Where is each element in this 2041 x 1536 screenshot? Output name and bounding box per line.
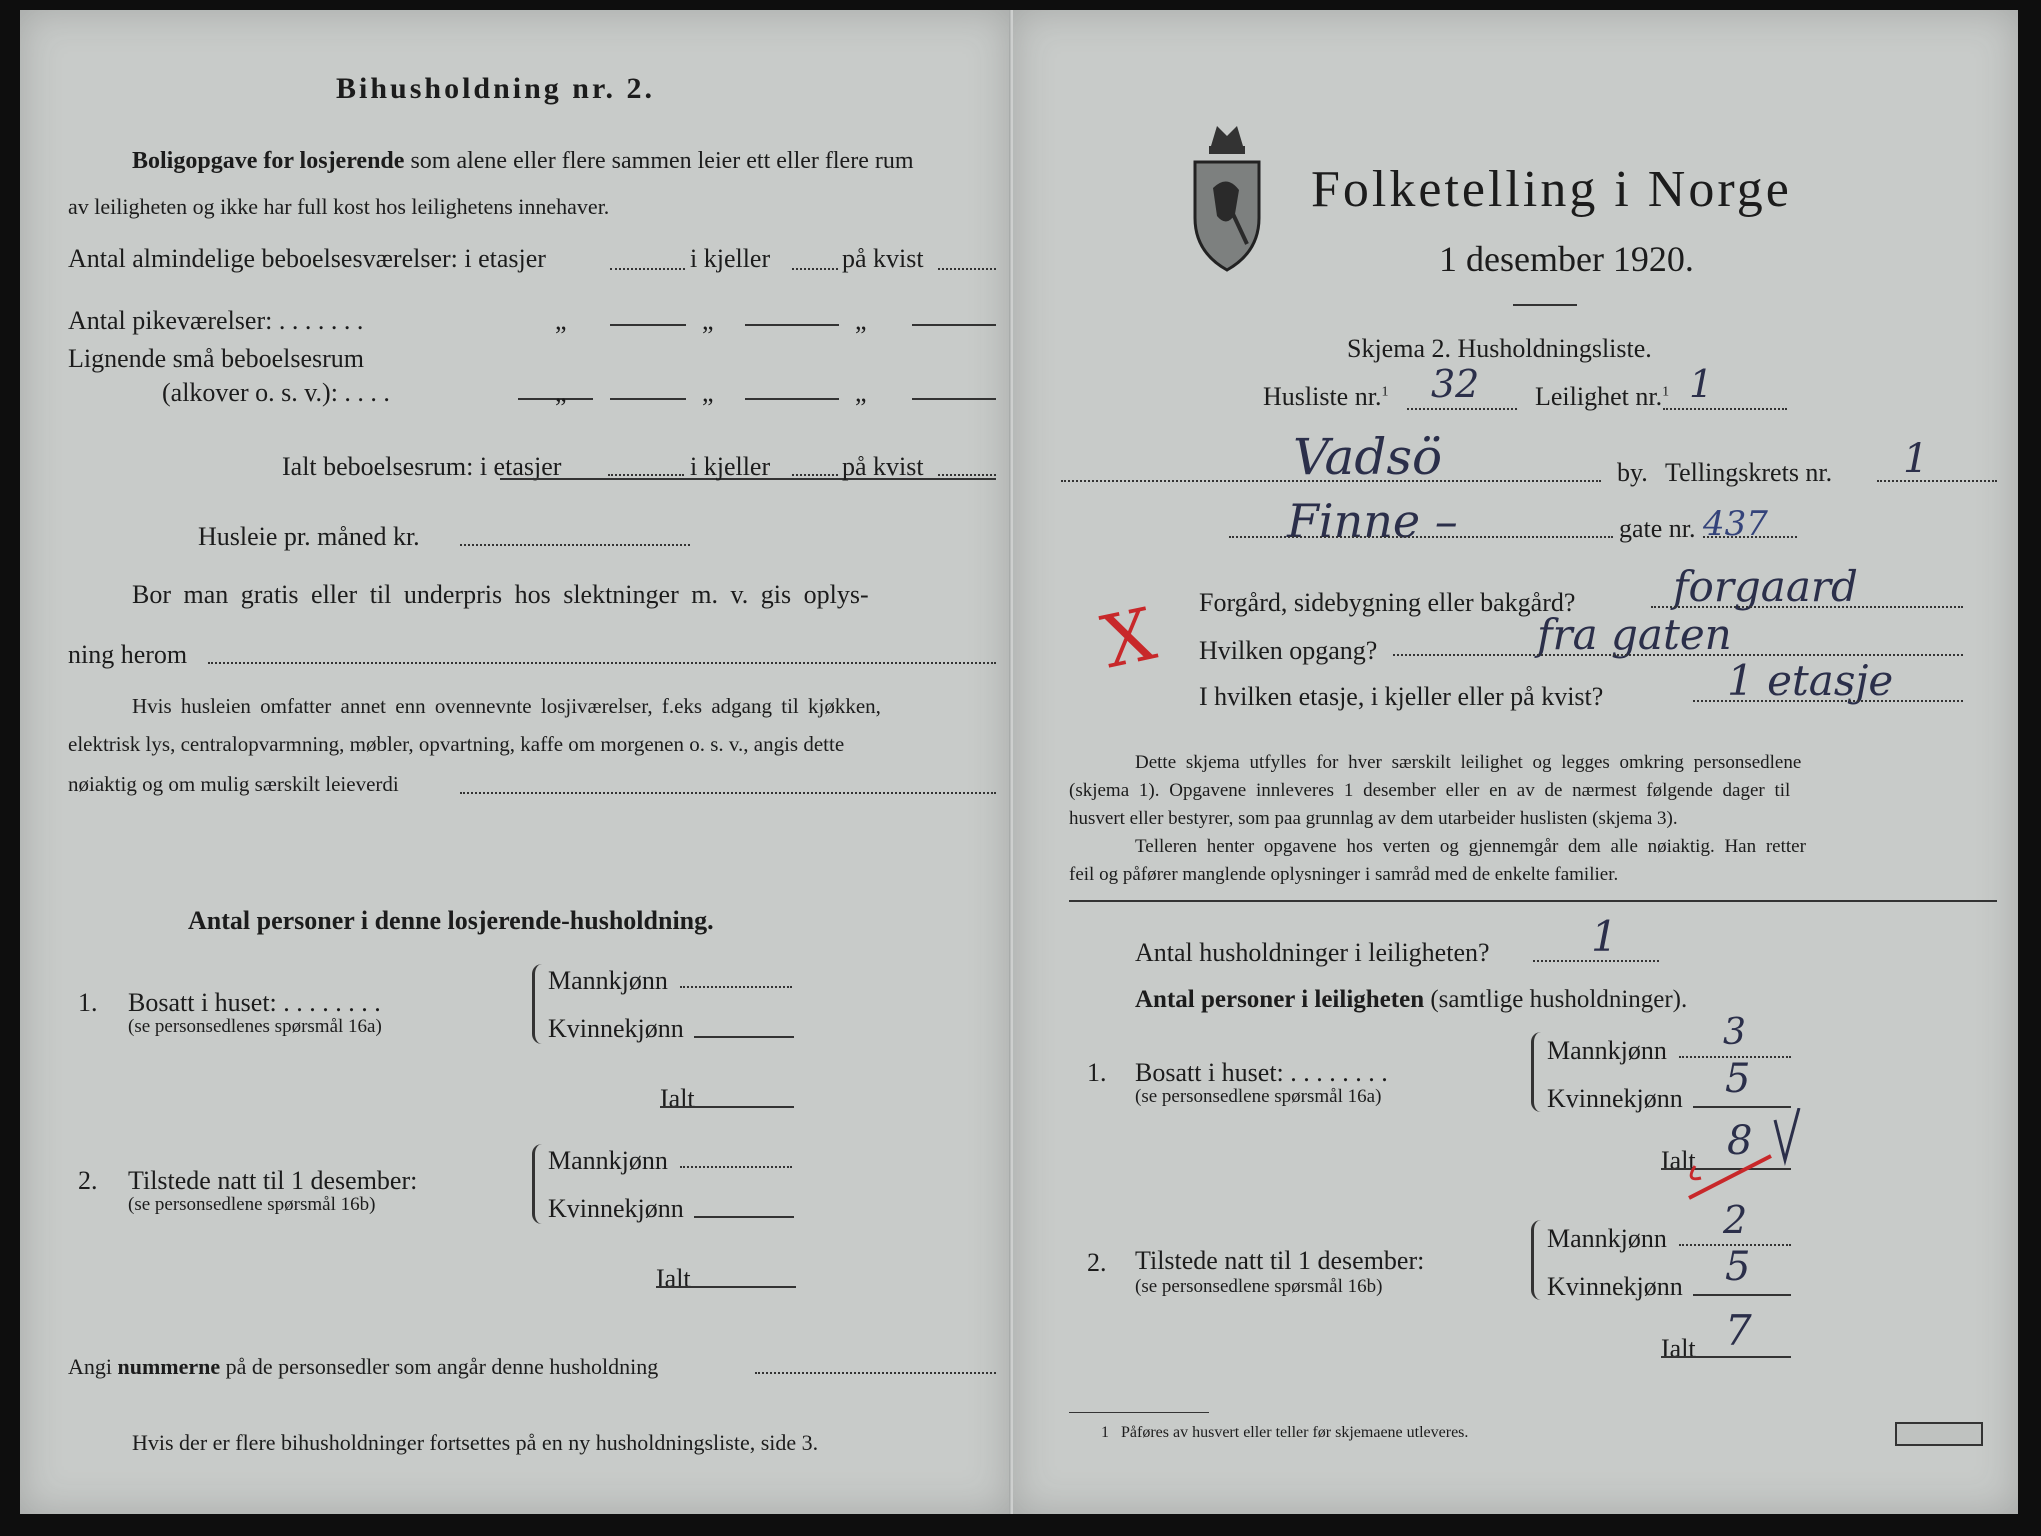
left-footer: Hvis der er flere bihusholdninger fortsettes på en ny husholdningsliste, side 3. <box>132 1430 819 1455</box>
q1-female-label: Kvinnekjønn <box>1547 1084 1683 1113</box>
rooms-attic-field[interactable] <box>938 268 996 270</box>
persons-bold: Antal personer i leiligheten <box>1135 986 1425 1013</box>
yard-value: forgaard <box>1673 562 1858 611</box>
district-value: 1 <box>1903 436 1929 482</box>
q2-total-field[interactable] <box>656 1286 796 1288</box>
intro-rest: som alene eller flere sammen leier ett eller flere rum <box>410 148 914 174</box>
q1-sub: (se personsedlene spørsmål 16a) <box>1135 1086 1382 1107</box>
total-floors-field[interactable] <box>608 474 684 476</box>
households-field[interactable] <box>1533 960 1659 962</box>
district-field[interactable] <box>1877 480 1997 482</box>
intro-line-2: av leiligheten og ikke har full kost hos leilighetens innehaver. <box>68 194 610 219</box>
left-page <box>20 10 1010 1514</box>
ditto-mark: „ <box>555 378 567 407</box>
date-rule <box>1513 304 1577 306</box>
house-list-text: Husliste nr. <box>1263 382 1382 411</box>
total-rooms-label: Ialt beboelsesrum: i etasjer <box>282 452 562 481</box>
red-margin-mark: X <box>1094 591 1163 685</box>
apartment-text: Leilighet nr. <box>1535 382 1663 411</box>
house-list-value: 32 <box>1431 362 1480 406</box>
free-label-1: Bor man gratis eller til underpris hos slektninger m. v. gis oplys- <box>132 580 869 609</box>
left-title: Bihusholdning nr. 2. <box>336 72 656 105</box>
extras-line-2: elektrisk lys, centralopvarmning, møbler, opvartning, kaffe om morgenen o. s. v., angis dette <box>68 732 845 756</box>
instruction-rule <box>1069 900 1997 902</box>
small-rooms-label-2: (alkover o. s. v.): . . . . <box>162 378 390 407</box>
q1-total-field[interactable] <box>660 1106 794 1108</box>
numbers-line <box>68 1354 658 1380</box>
ditto-mark: „ <box>702 306 714 335</box>
coat-of-arms-icon <box>1189 118 1265 278</box>
maid-cellar-field[interactable] <box>745 324 839 326</box>
rent-field[interactable] <box>460 544 690 546</box>
rooms-floors-field[interactable] <box>610 268 685 270</box>
ditto-mark: „ <box>702 378 714 407</box>
q2-female-label: Kvinnekjønn <box>1547 1272 1683 1301</box>
floor-label: I hvilken etasje, i kjeller eller på kvist? <box>1199 682 1604 711</box>
total-attic-field[interactable] <box>938 474 996 476</box>
instruction-3: husvert eller bestyrer, som paa grunnlag av dem utarbeider huslisten (skjema 3). <box>1069 808 1678 829</box>
total-cellar-field[interactable] <box>792 474 838 476</box>
q2-label: Tilstede natt til 1 desember: <box>128 1166 418 1195</box>
q2-total-label: Ialt <box>1661 1334 1696 1363</box>
apartment-label <box>1535 382 1669 412</box>
numbers-field[interactable] <box>755 1372 996 1374</box>
q2-male-value: 2 <box>1723 1198 1748 1242</box>
q2-brace <box>532 1144 545 1224</box>
instruction-5: feil og påfører manglende oplysninger i samråd med de enkelte familier. <box>1069 864 1619 885</box>
yard-field[interactable] <box>1651 606 1963 608</box>
households-value: 1 <box>1591 912 1618 961</box>
town-label: by. <box>1617 458 1648 487</box>
small-attic-field[interactable] <box>912 398 996 400</box>
street-number-field[interactable] <box>1703 536 1797 538</box>
numbers-pre: Angi <box>68 1354 112 1379</box>
house-list-label <box>1263 382 1388 412</box>
q1-number: 1. <box>78 988 98 1017</box>
small-cellar-field[interactable] <box>745 398 839 400</box>
q1-total-label: Ialt <box>660 1084 695 1113</box>
q1-total-label: Ialt <box>1661 1146 1696 1175</box>
q1-female-label: Kvinnekjønn <box>548 1014 684 1043</box>
households-label: Antal husholdninger i leiligheten? <box>1135 938 1490 967</box>
q2-number: 2. <box>1087 1248 1107 1277</box>
numbers-rest: på de personsedler som angår denne husholdning <box>225 1354 659 1379</box>
q1-male-field[interactable] <box>680 986 792 988</box>
intro-bold: Boligopgave for losjerende <box>132 148 405 174</box>
rooms-attic-label: på kvist <box>842 244 924 273</box>
instruction-1: Dette skjema utfylles for hver særskilt leilighet og legges omkring personsedlene <box>1135 752 1802 773</box>
q2-brace <box>1531 1220 1544 1300</box>
total-attic-label: på kvist <box>842 452 924 481</box>
extras-line-1: Hvis husleien omfatter annet enn ovennevnte losjiværelser, f.eks adgang til kjøkken, <box>132 694 881 718</box>
rooms-cellar-label: i kjeller <box>690 244 771 273</box>
footnote-marker: 1 <box>1662 384 1670 400</box>
ditto-mark: „ <box>855 378 867 407</box>
street-label: gate nr. <box>1619 514 1696 543</box>
town-field[interactable] <box>1061 480 1601 482</box>
q2-male-field[interactable] <box>680 1166 792 1168</box>
street-value: Finne – <box>1287 494 1458 548</box>
q2-sub: (se personsedlene spørsmål 16b) <box>1135 1276 1383 1297</box>
q2-total-field[interactable] <box>1661 1356 1791 1358</box>
footnote-text: Påføres av husvert eller teller før skjemaene utleveres. <box>1121 1424 1469 1441</box>
free-field[interactable] <box>208 662 996 664</box>
small-rooms-label-1: Lignende små beboelsesrum <box>68 344 365 373</box>
street-number-value: 437 <box>1703 504 1768 544</box>
q2-female-field[interactable] <box>694 1216 794 1218</box>
red-correction-mark-icon <box>1681 1108 1811 1208</box>
q2-label: Tilstede natt til 1 desember: <box>1135 1246 1425 1275</box>
footnote <box>1101 1424 1468 1442</box>
small-floors-field[interactable] <box>610 398 686 400</box>
q2-male-label: Mannkjønn <box>1547 1224 1667 1253</box>
q2-number: 2. <box>78 1166 98 1195</box>
intro-line-1 <box>132 148 914 175</box>
maid-rooms-label: Antal pikeværelser: . . . . . . . <box>68 306 364 335</box>
census-title: Folketelling i Norge <box>1311 161 1792 218</box>
maid-floors-field[interactable] <box>610 324 686 326</box>
q2-female-label: Kvinnekjønn <box>548 1194 684 1223</box>
ditto-mark: „ <box>555 306 567 335</box>
floor-field[interactable] <box>1693 700 1963 702</box>
persons-rest: (samtlige husholdninger). <box>1430 986 1688 1013</box>
district-label: Tellingskrets nr. <box>1665 458 1833 487</box>
instruction-2: (skjema 1). Opgavene innleveres 1 desember eller en av de nærmest følgende dager til <box>1069 780 1791 801</box>
extras-line-3: nøiaktig og om mulig særskilt leieverdi <box>68 772 399 796</box>
q1-brace <box>532 964 545 1044</box>
instruction-4: Telleren henter opgavene hos verten og gjennemgår dem alle nøiaktig. Han retter <box>1135 836 1806 857</box>
printer-stamp <box>1895 1422 1983 1446</box>
q1-total-value: 8 <box>1727 1118 1753 1164</box>
q1-male-value: 3 <box>1723 1012 1746 1053</box>
q1-male-label: Mannkjønn <box>548 966 668 995</box>
free-label-2: ning herom <box>68 640 188 669</box>
footnote-number: 1 <box>1101 1424 1109 1441</box>
q2-male-label: Mannkjønn <box>548 1146 668 1175</box>
q1-male-label: Mannkjønn <box>1547 1036 1667 1065</box>
q1-female-value: 5 <box>1725 1056 1751 1102</box>
house-list-field[interactable] <box>1407 408 1517 410</box>
rooms-label: Antal almindelige beboelsesværelser: i etasjer <box>68 244 546 273</box>
q1-label: Bosatt i huset: . . . . . . . . <box>1135 1058 1388 1087</box>
q1-brace <box>1531 1032 1544 1112</box>
yard-label: Forgård, sidebygning eller bakgård? <box>1199 588 1576 617</box>
q1-sub: (se personsedlenes spørsmål 16a) <box>128 1016 382 1037</box>
town-value: Vadsö <box>1293 428 1443 486</box>
q2-female-field[interactable] <box>1693 1294 1791 1296</box>
schema-label: Skjema 2. Husholdningsliste. <box>1347 334 1652 363</box>
footnote-marker: 1 <box>1381 384 1389 400</box>
q1-number: 1. <box>1087 1058 1107 1087</box>
apartment-field[interactable] <box>1663 408 1787 410</box>
persons-line <box>1135 986 1687 1014</box>
ditto-mark: „ <box>855 306 867 335</box>
extras-field[interactable] <box>460 792 996 794</box>
footnote-rule <box>1069 1412 1209 1413</box>
rooms-cellar-field[interactable] <box>792 268 838 270</box>
q1-female-field[interactable] <box>694 1036 794 1038</box>
total-cellar-label: i kjeller <box>690 452 771 481</box>
right-page <box>1013 10 2018 1514</box>
q2-total-value: 7 <box>1725 1306 1752 1355</box>
q1-label: Bosatt i huset: . . . . . . . . <box>128 988 381 1017</box>
maid-attic-field[interactable] <box>912 324 996 326</box>
floor-value: 1 etasje <box>1727 656 1894 705</box>
persons-heading: Antal personer i denne losjerende-husholdning. <box>188 906 714 935</box>
apartment-value: 1 <box>1689 362 1714 406</box>
street-field[interactable] <box>1229 536 1613 538</box>
q2-sub: (se personsedlene spørsmål 16b) <box>128 1194 376 1215</box>
q2-total-label: Ialt <box>656 1264 691 1293</box>
entrance-label: Hvilken opgang? <box>1199 636 1378 665</box>
entrance-value: fra gaten <box>1537 610 1732 659</box>
q2-female-value: 5 <box>1725 1244 1751 1290</box>
numbers-bold: nummerne <box>117 1354 221 1379</box>
rent-label: Husleie pr. måned kr. <box>198 522 420 551</box>
census-date: 1 desember 1920. <box>1439 239 1694 279</box>
